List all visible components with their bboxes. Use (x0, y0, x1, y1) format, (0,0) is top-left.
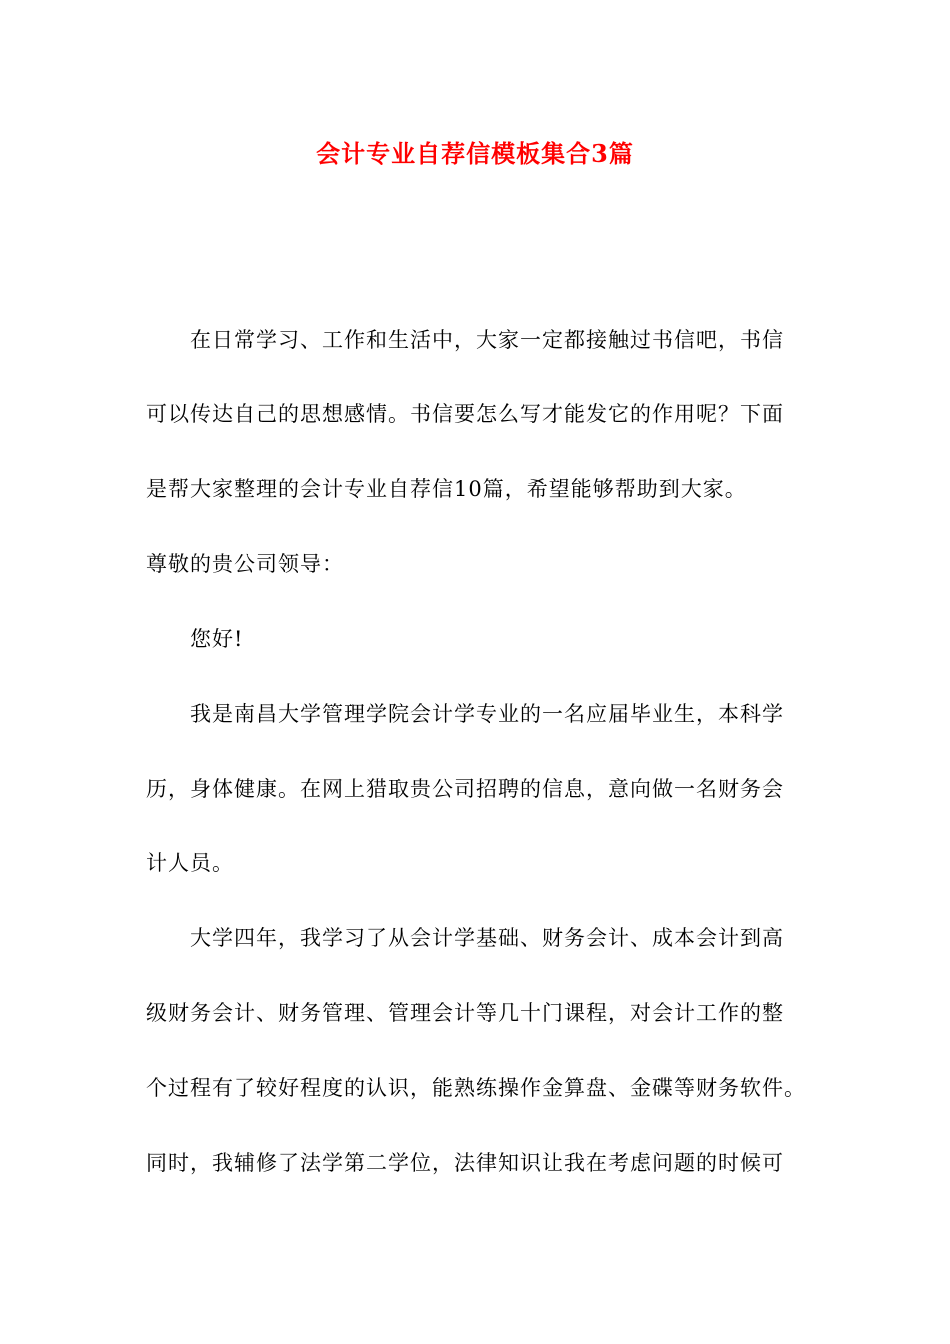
paragraph-line: 计人员。 (146, 851, 234, 875)
greeting-line: 您好! (190, 627, 244, 651)
paragraph-line: 可以传达自己的思想感情。书信要怎么写才能发它的作用呢？下面 (146, 402, 784, 426)
paragraph-line: 在日常学习、工作和生活中，大家一定都接触过书信吧，书信 (190, 328, 784, 352)
paragraph-line: 大学四年，我学习了从会计学基础、财务会计、成本会计到高 (190, 926, 784, 950)
paragraph-line: 级财务会计、财务管理、管理会计等几十门课程，对会计工作的整 (146, 1001, 784, 1025)
paragraph-line: 是帮大家整理的会计专业自荐信10篇，希望能够帮助到大家。 (146, 477, 747, 501)
document-title: 会计专业自荐信模板集合3篇 (316, 139, 634, 168)
paragraph-line: 我是南昌大学管理学院会计学专业的一名应届毕业生，本科学 (190, 702, 784, 726)
paragraph-line: 同时，我辅修了法学第二学位，法律知识让我在考虑问题的时候可 (146, 1151, 784, 1175)
salutation-line: 尊敬的贵公司领导： (146, 552, 344, 576)
paragraph-line: 历，身体健康。在网上猎取贵公司招聘的信息，意向做一名财务会 (146, 777, 784, 801)
paragraph-line: 个过程有了较好程度的认识，能熟练操作金算盘、金碟等财务软件。 (146, 1076, 806, 1100)
